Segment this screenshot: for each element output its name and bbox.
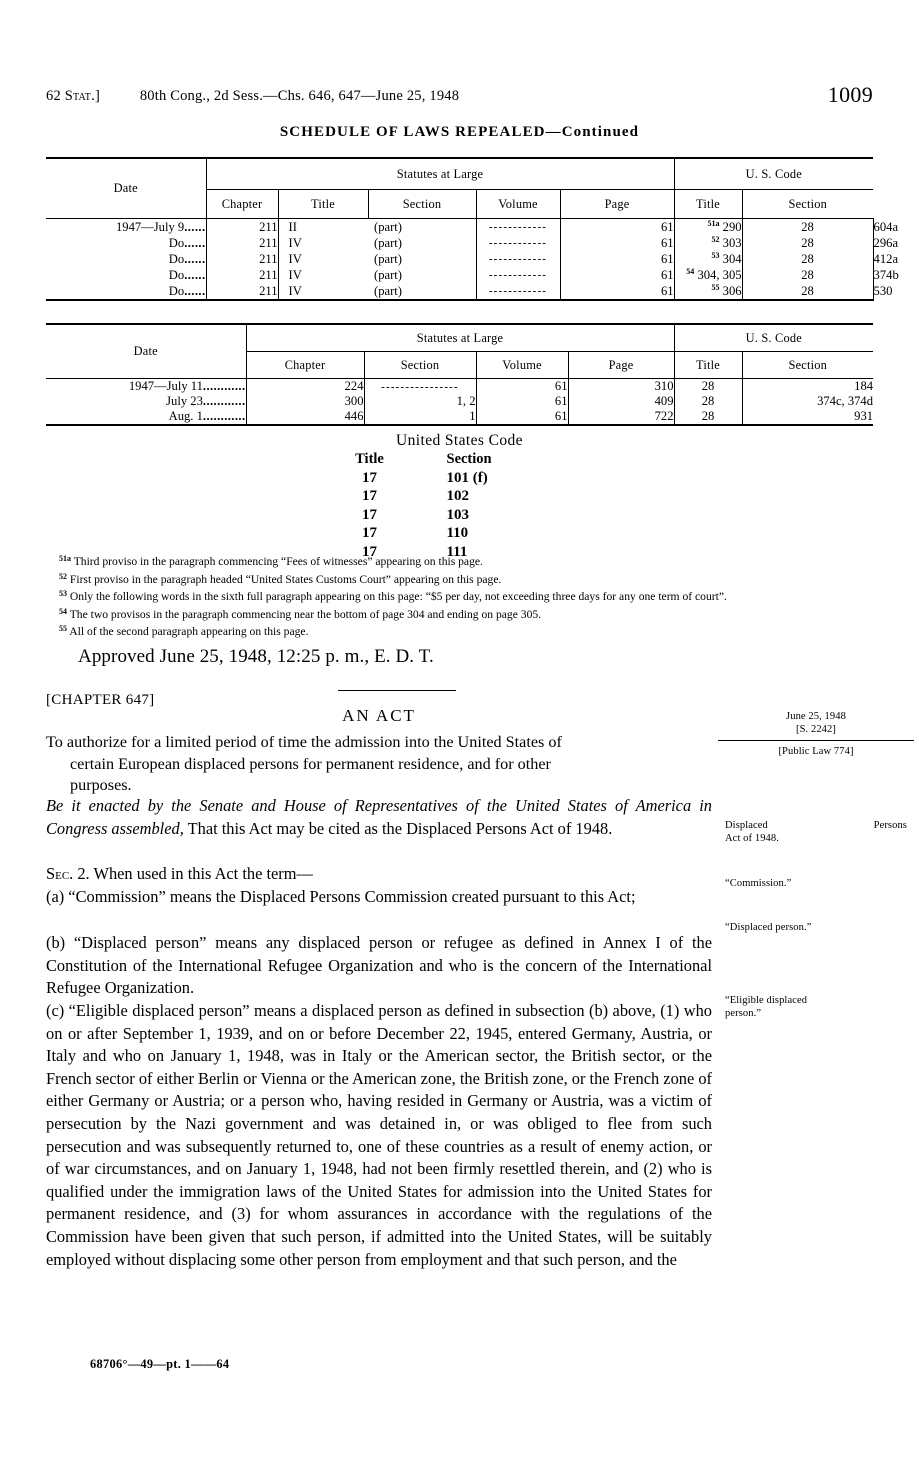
- section-dashes: ----------------: [381, 380, 459, 393]
- date-text: Do: [168, 267, 185, 282]
- cell-page: [674, 219, 742, 236]
- cell-chapter: 211: [206, 251, 278, 267]
- col-title: Title: [278, 190, 368, 219]
- short-title-word-1: Displaced: [725, 820, 768, 831]
- cell-section: [476, 235, 560, 251]
- us-code-heading: United States Code: [396, 432, 523, 449]
- section-dashes: ------------: [488, 285, 548, 297]
- schedule-table-1: [46, 157, 899, 301]
- cell-title: 17: [362, 488, 377, 504]
- cell-usc-title: 28: [742, 267, 873, 283]
- col-section: Section: [446, 451, 492, 467]
- table-header-row: [46, 324, 873, 352]
- cell-part: (part): [368, 283, 476, 300]
- date-text: Aug. 1: [168, 409, 203, 423]
- footnote-mark: 54: [686, 267, 695, 276]
- cell-date: [46, 267, 206, 283]
- col-volume: Volume: [476, 352, 568, 379]
- table-header-row: [46, 158, 873, 190]
- cell-date: [46, 379, 246, 395]
- cell-section: 110: [446, 525, 469, 541]
- section-dashes: ------------: [488, 269, 548, 281]
- section-dashes: ------------: [488, 221, 548, 233]
- eligible-line-1: “Eligible displaced: [725, 995, 808, 1006]
- section-divider: [338, 690, 456, 691]
- paragraph-c: (c) “Eligible displaced person” means a displaced person as defined in subsection (b) above, (1) who on or after September 1, 1939, and on or before December 22, 1945, entered Germany, Austria, or Italy and who on January 1, 1948, was in Italy or the American sector, the British sector, or the French sector of either Berlin or Vienna or the American zone, the British zone, or the French zone of either Germany or Austria; or a person who, having resided in Germany or Austria, was a victim of persecution by the Nazi government and was detained in, or was obliged to flee from such persecution and was subsequently returned to, one of these countries as a result of enemy action, or of war circumstances, and on January 1, 1948, had not been firmly resettled therein, and (2) who is qualified under the immigration laws of the United States for admission into the United States for permanent residence, and (3) for whom assurances in accordance with the regulations of the Commission have been given that such person, if admitted into the United States, will be suitably employed without displacing some other person from employment and that such person, and the: [46, 1001, 712, 1269]
- eligible-line-2: person.”: [725, 1007, 762, 1019]
- cell-title: 17: [362, 469, 377, 486]
- header-us-code: U. S. Code: [674, 324, 873, 352]
- date-leader: ......: [184, 267, 206, 282]
- footnote-mark: 51a: [707, 219, 720, 228]
- date-leader: ............: [202, 394, 246, 408]
- header-us-code: U. S. Code: [674, 158, 873, 190]
- margin-rule: [718, 740, 914, 741]
- table-row: Do...... 211 IV (part) ------------ 61 $^{54}$ 304, 305 28 374b: [46, 267, 873, 283]
- cell-page: [674, 283, 742, 300]
- table-row: [46, 394, 873, 409]
- short-title-word-3: Act of 1948.: [725, 832, 779, 844]
- cell-chapter: 224: [246, 379, 364, 395]
- us-code-row: [311, 487, 609, 506]
- cell-date: [46, 283, 206, 300]
- cell-page: [674, 267, 742, 283]
- act-long-title: [46, 732, 712, 797]
- date-text: Do: [168, 251, 185, 266]
- section-dashes: ------------: [488, 237, 548, 249]
- cell-section: 103: [446, 506, 469, 523]
- cell-section: 1: [364, 409, 476, 425]
- short-title-row: [725, 820, 907, 833]
- signature-line: 68706°—49—pt. 1——64: [90, 1357, 230, 1371]
- section-dashes: ------------: [488, 253, 548, 265]
- page-value: 306: [722, 284, 742, 298]
- cell-volume: 61: [476, 379, 568, 395]
- date-leader: ......: [184, 235, 206, 250]
- cell-date: [46, 235, 206, 251]
- page-value: 290: [722, 220, 742, 234]
- cell-volume: 61: [560, 283, 674, 300]
- paragraph-a: (a) “Commission” means the Displaced Persons Commission created pursuant to this Act;: [46, 887, 636, 906]
- footnote-mark: 54: [59, 606, 67, 616]
- margin-note-commission: “Commission.”: [725, 878, 792, 889]
- enacting-clause-italic: Be it enacted by the Senate and House of Representatives of the United States of America in Congress assembled,: [46, 796, 712, 838]
- cell-part: (part): [368, 219, 476, 236]
- long-title-line-3: purposes.: [70, 776, 132, 794]
- section-2-intro: [46, 863, 712, 886]
- table-row: Do...... 211 IV (part) ------------ 61 $^{55}$ 306 28 530: [46, 283, 873, 300]
- cell-volume: 61: [476, 394, 568, 409]
- date-leader: ......: [184, 283, 206, 298]
- cell-page: 310: [568, 379, 674, 395]
- cell-section: [476, 283, 560, 300]
- cell-section: [476, 267, 560, 283]
- footnote-text: All of the second paragraph appearing on this page.: [69, 625, 309, 639]
- table-row: [46, 409, 873, 425]
- col-usc-section: Section: [742, 352, 873, 379]
- cell-chapter: 211: [206, 219, 278, 236]
- us-code-header-row: [311, 450, 609, 469]
- date-text: 1947—July 9: [115, 219, 185, 234]
- date-leader: ......: [184, 219, 206, 234]
- footnote-mark: 52: [711, 235, 720, 244]
- cell-section: [476, 251, 560, 267]
- footnote: [46, 605, 766, 623]
- date-leader: ............: [202, 409, 246, 423]
- cell-date: [46, 394, 246, 409]
- footnote-text: Only the following words in the sixth full paragraph appearing on this page: “$5 per day, not exceeding three days for any one term of court”.: [69, 590, 727, 604]
- col-page: Page: [568, 352, 674, 379]
- cell-usc-section: 374c, 374d: [742, 394, 873, 409]
- schedule-table-2: [46, 323, 873, 426]
- footnote: [46, 552, 766, 570]
- footnote: [46, 570, 766, 588]
- enacting-clause: [46, 795, 712, 840]
- cell-usc-title: 28: [674, 409, 742, 425]
- margin-note-eligible: [725, 995, 907, 1020]
- cell-chapter: 300: [246, 394, 364, 409]
- cell-section: [476, 219, 560, 236]
- footnote-text: Third proviso in the paragraph commencing “Fees of witnesses” appearing on this page.: [73, 555, 483, 568]
- cell-section: 102: [446, 488, 469, 504]
- cell-page: 409: [568, 394, 674, 409]
- cell-chapter: 446: [246, 409, 364, 425]
- cell-part: (part): [374, 251, 402, 266]
- approved-line: Approved June 25, 1948, 12:25 p. m., E. D. T.: [78, 646, 434, 667]
- statute-volume-label: 62 Stat.]: [46, 88, 100, 104]
- us-code-block: [0, 432, 919, 561]
- date-leader: ......: [184, 251, 206, 266]
- page-value: 303: [722, 236, 742, 250]
- cell-usc-title: 28: [674, 379, 742, 395]
- cell-section: 111: [446, 543, 468, 560]
- section-2-label-text: Sec. 2.: [46, 864, 90, 883]
- cell-volume: 61: [560, 219, 674, 236]
- running-head: [46, 82, 873, 112]
- page-value: 304, 305: [697, 268, 742, 282]
- long-title-line-2: certain European displaced persons for permanent residence, and for other: [70, 754, 551, 773]
- footnote-text: The two provisos in the paragraph commencing near the bottom of page 304 and ending on page 305.: [69, 607, 542, 621]
- cell-title: IV: [278, 283, 368, 300]
- page-value: 304: [722, 252, 742, 266]
- chapter-number: [CHAPTER 647]: [46, 692, 155, 708]
- footnote-mark: 53: [711, 251, 720, 260]
- cell-section: 101 (f): [446, 469, 488, 486]
- date-text: July 23: [166, 394, 203, 408]
- cell-title: 17: [362, 525, 377, 541]
- col-volume: Volume: [476, 190, 560, 219]
- col-chapter: Chapter: [246, 352, 364, 379]
- cell-volume: 61: [476, 409, 568, 425]
- cell-page: [674, 251, 742, 267]
- col-section: Section: [368, 190, 476, 219]
- us-code-row: [311, 469, 609, 488]
- cell-date: [46, 409, 246, 425]
- margin-note-public-law: [Public Law 774]: [778, 746, 854, 757]
- section-2-label: [46, 864, 90, 883]
- cell-title: 17: [362, 506, 377, 523]
- cell-usc-section: 184: [742, 379, 873, 395]
- paragraph-b: (b) “Displaced person” means any displaced person or refugee as defined in Annex I of the Constitution of the International Refugee Organization and who is the concern of the International Refugee Organization.: [46, 933, 712, 998]
- header-date: Date: [46, 158, 206, 219]
- date-text: Do: [168, 283, 185, 298]
- margin-note-short-title: [725, 820, 907, 845]
- col-title: Title: [355, 451, 384, 467]
- footnotes: [46, 552, 766, 640]
- cell-chapter: 211: [206, 283, 278, 300]
- col-usc-title: Title: [674, 352, 742, 379]
- cell-usc-title: 28: [742, 251, 873, 267]
- cell-volume: 61: [560, 235, 674, 251]
- cell-date: [46, 219, 206, 236]
- header-statutes-at-large: Statutes at Large: [246, 324, 674, 352]
- an-act-heading: AN ACT: [342, 706, 416, 725]
- cell-title: II: [278, 219, 368, 236]
- col-section: Section: [364, 352, 476, 379]
- cell-chapter: 211: [206, 235, 278, 251]
- cell-usc-title: 28: [742, 219, 873, 236]
- footnote-mark: 55: [711, 283, 720, 292]
- us-code-row: [311, 524, 609, 543]
- section-2-text: When used in this Act the term—: [89, 864, 313, 883]
- cell-part: (part): [374, 267, 402, 282]
- cell-part: (part): [374, 235, 402, 250]
- cell-section: [364, 379, 476, 395]
- cell-chapter: 211: [206, 267, 278, 283]
- table-row: [46, 379, 873, 395]
- date-text: 1947—July 11: [128, 379, 203, 393]
- margin-note-date: June 25, 1948: [786, 711, 846, 722]
- us-code-row: [311, 506, 609, 525]
- page-number: 1009: [827, 82, 873, 107]
- cell-usc-title: 28: [742, 235, 873, 251]
- us-code-table: [311, 450, 609, 561]
- footnote-mark: 53: [59, 589, 67, 599]
- footnote: [46, 622, 766, 640]
- cell-volume: 61: [560, 267, 674, 283]
- cell-title: IV: [278, 251, 368, 267]
- footnote: [46, 587, 766, 605]
- cell-title: IV: [278, 267, 368, 283]
- footnote-mark: 55: [59, 624, 67, 634]
- cell-usc-title: 28: [742, 283, 873, 300]
- table-row: Do...... 211 IV (part) ------------ 61 $^{53}$ 304 28 412a: [46, 251, 873, 267]
- footnote-mark: 52: [59, 571, 67, 581]
- cell-page: 722: [568, 409, 674, 425]
- date-leader: ............: [202, 379, 246, 393]
- cell-volume: 61: [560, 251, 674, 267]
- col-page: Page: [560, 190, 674, 219]
- header-date: Date: [46, 324, 246, 379]
- cell-date: [46, 251, 206, 267]
- footnote-mark: 51a: [59, 554, 71, 563]
- cell-section: 1, 2: [364, 394, 476, 409]
- date-text: Do: [168, 235, 185, 250]
- margin-note-displaced-person: “Displaced person.”: [725, 922, 812, 933]
- cell-usc-section: 931: [742, 409, 873, 425]
- margin-note-bill: [S. 2242]: [796, 724, 836, 735]
- cell-page: [674, 235, 742, 251]
- cell-usc-title: 28: [674, 394, 742, 409]
- table-row: 1947—July 9...... 211 II (part) ------------ 61 $^{51a}$ 290 28 604a: [46, 219, 873, 236]
- table-row: Do...... 211 IV (part) ------------ 61 $^{52}$ 303 28 296a: [46, 235, 873, 251]
- col-usc-section: Section: [742, 190, 873, 219]
- short-title-word-2: Persons: [873, 820, 907, 831]
- col-chapter: Chapter: [206, 190, 278, 219]
- cell-title: IV: [278, 235, 368, 251]
- schedule-title: SCHEDULE OF LAWS REPEALED—Continued: [279, 124, 640, 140]
- enacting-clause-rest: That this Act may be cited as the Displaced Persons Act of 1948.: [183, 818, 613, 838]
- running-head-center: 80th Cong., 2d Sess.—Chs. 646, 647—June 25, 1948: [139, 88, 460, 104]
- header-statutes-at-large: Statutes at Large: [206, 158, 674, 190]
- footnote-text: First proviso in the paragraph headed “United States Customs Court” appearing on this page.: [69, 572, 502, 586]
- col-usc-title: Title: [674, 190, 742, 219]
- cell-title: 17: [362, 543, 377, 560]
- long-title-line-1: To authorize for a limited period of time the admission into the United States of: [46, 733, 562, 751]
